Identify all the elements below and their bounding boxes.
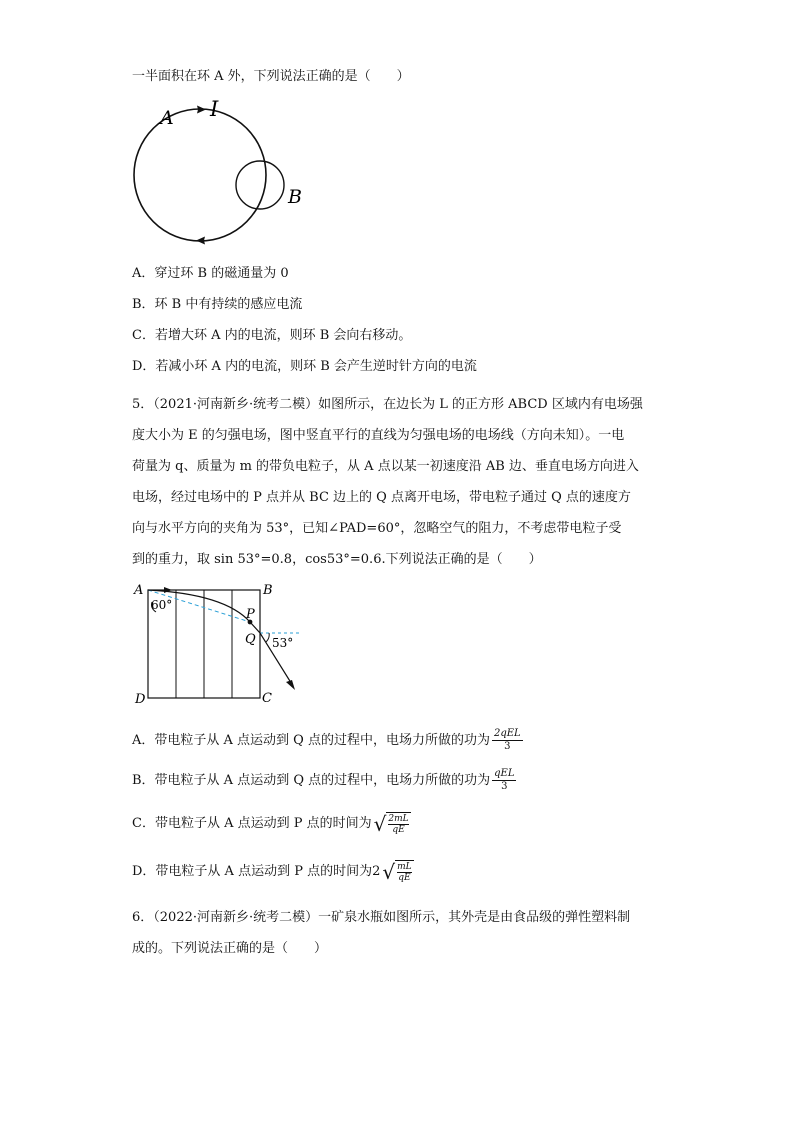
radicand-denominator: qE — [392, 825, 405, 835]
fraction-denominator: 3 — [504, 741, 511, 752]
fraction-numerator: qEL — [494, 768, 515, 779]
label-ring-a: A — [160, 107, 174, 129]
radicand-numerator: mL — [397, 862, 412, 872]
q5-stem-line: 向与水平方向的夹角为 53°，已知∠PAD=60°，忽略空气的阻力，不考虑带电粒子受 — [132, 521, 622, 536]
fraction — [492, 768, 516, 793]
option-text: B．带电粒子从 A 点运动到 Q 点的过程中，电场力所做的功为 — [132, 773, 491, 788]
field-figure — [130, 578, 320, 708]
radical-sign: √ — [373, 811, 387, 836]
ring-figure — [132, 97, 312, 250]
label-angle-60: 60° — [151, 598, 173, 612]
q5-option-c — [132, 812, 411, 835]
q6-stem-line: 成的。下列说法正确的是（ ） — [132, 941, 328, 956]
label-current: I — [210, 97, 219, 121]
q5-option-d — [132, 860, 414, 883]
q4-option-a: A．穿过环 B 的磁通量为 0 — [132, 266, 289, 281]
trajectory-arrowhead — [286, 680, 295, 690]
radicand-numerator: 2mL — [388, 814, 409, 824]
fraction — [492, 728, 523, 753]
coefficient: 2 — [372, 864, 381, 879]
q5-option-a — [132, 728, 523, 753]
option-text: D．带电粒子从 A 点运动到 P 点的时间为 — [132, 864, 373, 879]
q4-option-c: C．若增大环 A 内的电流，则环 B 会向右移动。 — [132, 328, 412, 343]
fraction-denominator: 3 — [501, 781, 508, 792]
q5-option-b — [132, 768, 516, 793]
label-a: A — [134, 583, 144, 598]
current-arrow-top — [197, 106, 206, 114]
angle-arc-q — [266, 633, 269, 642]
label-b: B — [263, 583, 273, 598]
q5-stem-line: 到的重力，取 sin 53°=0.8，cos53°=0.6.下列说法正确的是（ ） — [132, 552, 542, 567]
current-arrow-bottom — [196, 237, 205, 245]
label-ring-b: B — [288, 186, 302, 208]
option-text: C．带电粒子从 A 点运动到 P 点的时间为 — [132, 816, 372, 831]
label-c: C — [262, 691, 272, 706]
q4-option-b: B．环 B 中有持续的感应电流 — [132, 297, 303, 312]
square-root — [374, 812, 411, 835]
question-stem-continuation: 一半面积在环 A 外，下列说法正确的是（ ） — [132, 69, 410, 84]
radicand — [386, 812, 410, 835]
q5-stem — [132, 389, 672, 575]
square-root — [382, 860, 413, 883]
q4-option-d: D．若减小环 A 内的电流，则环 B 会产生逆时针方向的电流 — [132, 359, 477, 374]
q6-stem-line: 6．（2022·河南新乡·统考二模）一矿泉水瓶如图所示，其外壳是由食品级的弹性塑料制 — [132, 910, 631, 925]
q6-stem — [132, 902, 672, 964]
option-text: A．带电粒子从 A 点运动到 Q 点的过程中，电场力所做的功为 — [132, 733, 490, 748]
label-d: D — [135, 692, 146, 707]
radicand — [395, 860, 414, 883]
q5-stem-line: 荷量为 q、质量为 m 的带负电粒子，从 A 点以某一初速度沿 AB 边、垂直电场方向进入 — [132, 459, 639, 474]
radical-sign: √ — [382, 859, 396, 884]
label-p: P — [246, 607, 255, 622]
label-q: Q — [245, 632, 256, 647]
label-angle-53: 53° — [272, 636, 294, 650]
q5-stem-line: 度大小为 E 的匀强电场，图中竖直平行的直线为匀强电场的电场线（方向未知）。一电 — [132, 428, 625, 443]
radicand-denominator: qE — [398, 873, 411, 883]
fraction-numerator: 2qEL — [493, 728, 521, 739]
q5-stem-line: 电场，经过电场中的 P 点并从 BC 边上的 Q 点离开电场，带电粒子通过 Q 点的速度方 — [132, 490, 631, 505]
q5-stem-line: 5．（2021·河南新乡·统考二模）如图所示，在边长为 L 的正方形 ABCD 区域内有电场强 — [132, 397, 643, 412]
ring-a — [134, 109, 266, 241]
